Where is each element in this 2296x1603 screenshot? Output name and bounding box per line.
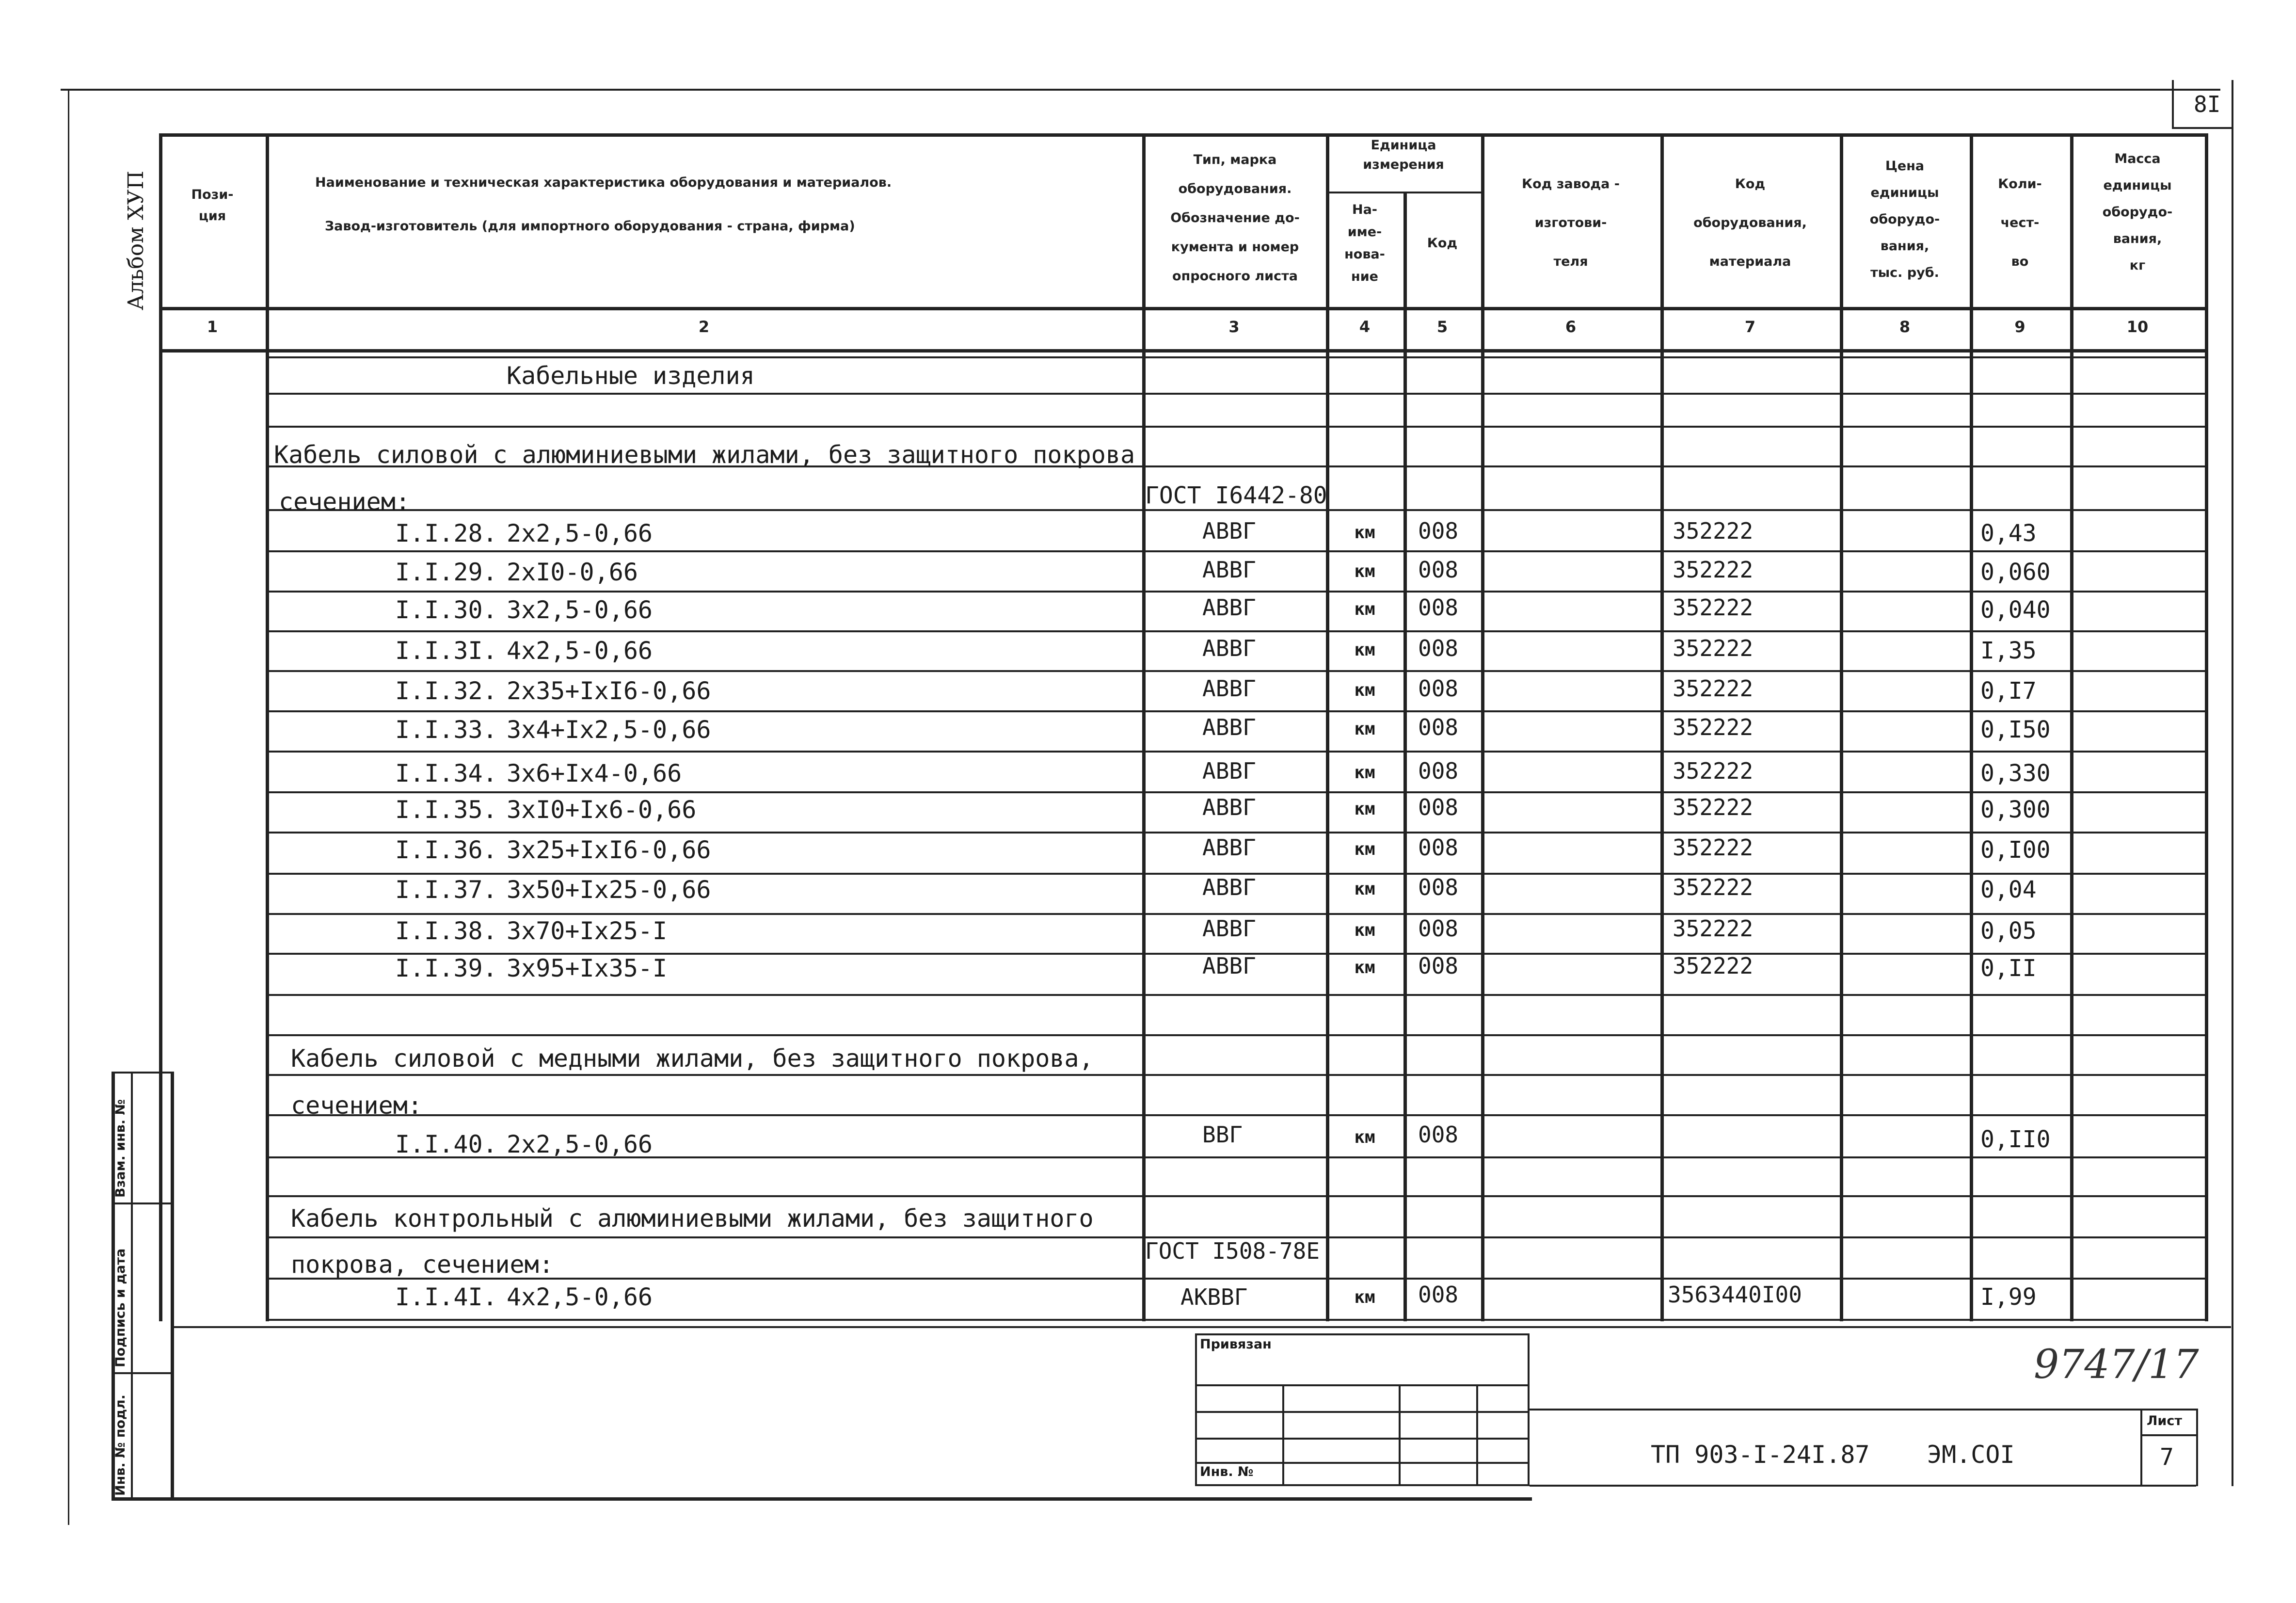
row-spec: 3х6+Iх4-0,66 <box>507 759 682 787</box>
colnum-6: 6 <box>1565 318 1577 336</box>
row-unit: км <box>1354 920 1375 940</box>
row-unit: км <box>1354 1287 1375 1307</box>
row-line <box>266 710 2205 712</box>
row-line <box>266 1195 2205 1197</box>
colnum-1: 1 <box>207 318 218 336</box>
row-line <box>266 1114 2205 1116</box>
table-top-border <box>159 133 2205 137</box>
group1-title: Кабель силовой с алюминиевыми жилами, без защитного покрова <box>274 441 1135 469</box>
header-bottom-border <box>159 307 2205 310</box>
header-unit-group: Единица измерения <box>1363 138 1444 172</box>
handwritten-number: 9747/17 <box>2034 1342 2199 1388</box>
row-line <box>266 591 2205 593</box>
doc-suffix: ЭМ.СОI <box>1927 1441 2015 1469</box>
linked-label: Привязан <box>1200 1337 1272 1352</box>
corner-bottom <box>2172 127 2232 129</box>
row-spec: 3х4+Iх2,5-0,66 <box>507 716 711 744</box>
colnum-bottom-border <box>159 349 2205 353</box>
row-equipment-code: 3563440I00 <box>1668 1282 1802 1308</box>
stamp-doc-bottom <box>1530 1485 2196 1487</box>
row-position: I.I.3I. <box>395 637 497 665</box>
colnum-8: 8 <box>1899 318 1911 336</box>
linked-line2 <box>1195 1411 1530 1413</box>
row-line <box>266 994 2205 996</box>
row-unit-code: 008 <box>1418 915 1459 942</box>
row-quantity: 0,I00 <box>1980 836 2051 864</box>
col-sep-4 <box>1403 192 1407 1321</box>
row-spec: 4х2,5-0,66 <box>507 637 653 665</box>
row-line <box>266 1034 2205 1036</box>
row-position: I.I.4I. <box>395 1283 497 1311</box>
col-sep-7 <box>1840 133 1843 1321</box>
row-quantity: 0,040 <box>1980 596 2051 624</box>
group1-standard: ГОСТ I6442-80 <box>1145 482 1327 509</box>
row-position: I.I.30. <box>395 596 497 624</box>
row-spec: 4х2,5-0,66 <box>507 1283 653 1311</box>
row-position: I.I.28. <box>395 519 497 547</box>
sheet-number-corner: 8I <box>2194 91 2221 117</box>
row-unit: км <box>1354 799 1375 819</box>
outer-right-line <box>2232 80 2233 1486</box>
row-type: АВВГ <box>1202 953 1256 979</box>
colnum-9: 9 <box>2014 318 2025 336</box>
row-quantity: 0,060 <box>1980 559 2051 586</box>
row-unit-code: 008 <box>1418 834 1459 861</box>
row-equipment-code: 352222 <box>1673 557 1754 583</box>
row-unit: км <box>1354 719 1375 739</box>
colnum-5: 5 <box>1436 318 1448 336</box>
row-type: АВВГ <box>1202 518 1256 544</box>
row-position: I.I.40. <box>395 1130 497 1158</box>
row-unit: км <box>1354 523 1375 543</box>
linked-col3 <box>1476 1384 1478 1486</box>
side-orig-inv: Инв. № подл. <box>113 1395 128 1496</box>
row-equipment-code: 352222 <box>1673 874 1754 900</box>
header-unit-code: Код <box>1427 236 1458 251</box>
row-unit-code: 008 <box>1418 518 1459 544</box>
row-line <box>266 550 2205 552</box>
row-line <box>266 1074 2205 1076</box>
colnum-2: 2 <box>698 318 710 336</box>
row-equipment-code: 352222 <box>1673 635 1754 661</box>
margin-line <box>68 90 69 1525</box>
group1-subtitle: сечением: <box>279 488 410 516</box>
colnum-10: 10 <box>2126 318 2149 336</box>
row-spec: 3х95+Iх35-I <box>507 954 668 982</box>
row-line <box>266 630 2205 632</box>
group3-subtitle: покрова, сечением: <box>291 1250 554 1279</box>
side-stamp-div2 <box>112 1372 171 1374</box>
linked-col1 <box>1282 1384 1284 1486</box>
row-spec: 3х2,5-0,66 <box>507 596 653 624</box>
side-replace-inv: Взам. инв. № <box>113 1099 128 1198</box>
row-type: АВВГ <box>1202 794 1256 820</box>
header-type: Тип, марка оборудования. Обозначение до- кумента и номер опросного листа <box>1170 152 1300 284</box>
row-equipment-code: 352222 <box>1673 953 1754 979</box>
row-equipment-code: 352222 <box>1673 915 1754 942</box>
row-unit-code: 008 <box>1418 794 1459 820</box>
row-quantity: 0,300 <box>1980 796 2051 823</box>
col-sep-2 <box>1142 133 1146 1321</box>
row-quantity: 0,05 <box>1980 917 2037 945</box>
header-position: Пози- ция <box>191 187 234 224</box>
row-position: I.I.39. <box>395 954 497 982</box>
row-type: АВВГ <box>1202 874 1256 900</box>
row-unit: км <box>1354 763 1375 783</box>
stamp-top-line <box>171 1326 2231 1328</box>
doc-code: ТП 903-I-24I.87 <box>1651 1441 1870 1469</box>
row-quantity: 0,I7 <box>1980 677 2037 705</box>
linked-line3 <box>1195 1438 1530 1440</box>
stamp-left-line <box>171 1072 174 1498</box>
row-position: I.I.33. <box>395 716 497 744</box>
header-name-line1: Наименование и техническая характеристика оборудования и материалов. <box>315 175 892 190</box>
sheet-value: 7 <box>2160 1443 2174 1471</box>
group2-title: Кабель силовой с медными жилами, без защитного покрова, <box>291 1044 1094 1073</box>
row-position: I.I.35. <box>395 796 497 824</box>
row-spec: 2х35+IхI6-0,66 <box>507 677 711 705</box>
colnum-3: 3 <box>1228 318 1240 336</box>
row-equipment-code: 352222 <box>1673 518 1754 544</box>
row-unit-code: 008 <box>1418 874 1459 900</box>
row-quantity: I,99 <box>1980 1283 2037 1311</box>
header-unit-name: На- име- нова- ние <box>1344 202 1385 284</box>
row-quantity: 0,43 <box>1980 520 2037 547</box>
row-line <box>266 1278 2205 1280</box>
col-sep-8 <box>1970 133 1973 1321</box>
header-quantity: Коли- чест- во <box>1998 176 2042 269</box>
row-type: АВВГ <box>1202 675 1256 702</box>
stamp-right <box>2196 1409 2198 1486</box>
row-spec: 3х70+Iх25-I <box>507 917 668 945</box>
row-type: АКВВГ <box>1180 1284 1248 1310</box>
row-line <box>266 393 2205 395</box>
row-spec: 3хI0+Iх6-0,66 <box>507 796 697 824</box>
row-unit: км <box>1354 561 1375 581</box>
row-unit-code: 008 <box>1418 714 1459 740</box>
row-spec: 3х25+IхI6-0,66 <box>507 836 711 864</box>
row-type: АВВГ <box>1202 557 1256 583</box>
album-label: Альбом ХУП <box>124 171 148 310</box>
sheet-label: Лист <box>2147 1413 2182 1428</box>
row-spec: 2х2,5-0,66 <box>507 1130 653 1158</box>
row-unit-code: 008 <box>1418 635 1459 661</box>
row-equipment-code: 352222 <box>1673 714 1754 740</box>
colnum-7: 7 <box>1744 318 1756 336</box>
row-quantity: 0,330 <box>1980 760 2051 787</box>
row-line <box>266 1319 2205 1321</box>
table-left-border <box>159 133 162 1321</box>
header-factory-code: Код завода - изготови- теля <box>1522 176 1620 269</box>
inv-label: Инв. № <box>1200 1464 1254 1479</box>
row-unit: км <box>1354 1127 1375 1147</box>
row-position: I.I.32. <box>395 677 497 705</box>
corner-divider <box>2172 80 2174 128</box>
row-equipment-code: 352222 <box>1673 675 1754 702</box>
table-right-border <box>2205 133 2208 1321</box>
side-sign-date: Подпись и дата <box>113 1248 128 1367</box>
row-spec: 3х50+Iх25-0,66 <box>507 876 711 904</box>
row-line <box>266 670 2205 672</box>
row-equipment-code: 352222 <box>1673 758 1754 784</box>
row-type: АВВГ <box>1202 915 1256 942</box>
col-sep-9 <box>2070 133 2073 1321</box>
col-sep-5 <box>1481 133 1484 1321</box>
group3-standard: ГОСТ I508-78Е <box>1145 1238 1320 1264</box>
row-quantity: 0,II <box>1980 955 2037 982</box>
side-stamp-inner <box>131 1072 133 1498</box>
row-equipment-code: 352222 <box>1673 594 1754 621</box>
col-sep-1 <box>266 133 269 1321</box>
stamp-doc-top <box>1530 1409 2196 1411</box>
row-unit-code: 008 <box>1418 1282 1459 1308</box>
row-spec: 2хI0-0,66 <box>507 558 638 586</box>
row-position: I.I.34. <box>395 759 497 787</box>
row-line <box>266 426 2205 428</box>
side-stamp-top <box>112 1072 171 1074</box>
row-type: АВВГ <box>1202 594 1256 621</box>
col-sep-6 <box>1660 133 1664 1321</box>
row-position: I.I.38. <box>395 917 497 945</box>
row-unit: км <box>1354 599 1375 619</box>
row-position: I.I.36. <box>395 836 497 864</box>
unit-group-line <box>1326 192 1481 193</box>
linked-line1 <box>1195 1384 1530 1386</box>
row-type: АВВГ <box>1202 758 1256 784</box>
stamp-sheet-line <box>2140 1434 2196 1436</box>
row-quantity: 0,04 <box>1980 876 2037 903</box>
stamp-bottom-line <box>112 1497 1532 1501</box>
row-type: ВВГ <box>1202 1122 1243 1148</box>
row-unit-code: 008 <box>1418 557 1459 583</box>
header-name-line2: Завод-изготовитель (для импортного оборудования - страна, фирма) <box>325 219 855 234</box>
row-quantity: 0,I50 <box>1980 716 2051 743</box>
row-unit-code: 008 <box>1418 758 1459 784</box>
header-mass: Масса единицы оборудо- вания, кг <box>2102 151 2173 273</box>
row-unit-code: 008 <box>1418 675 1459 702</box>
stamp-sheet-sep <box>2140 1409 2142 1486</box>
section-title: Кабельные изделия <box>507 362 755 390</box>
row-equipment-code: 352222 <box>1673 794 1754 820</box>
header-equipment-code: Код оборудования, материала <box>1693 176 1807 269</box>
outer-top-line <box>61 89 2220 91</box>
group2-subtitle: сечением: <box>291 1091 422 1120</box>
row-unit-code: 008 <box>1418 594 1459 621</box>
row-line <box>266 356 2205 358</box>
row-unit: км <box>1354 958 1375 978</box>
group3-title: Кабель контрольный с алюминиевыми жилами, без защитного <box>291 1204 1094 1233</box>
row-equipment-code: 352222 <box>1673 834 1754 861</box>
row-position: I.I.37. <box>395 876 497 904</box>
row-unit: км <box>1354 640 1375 660</box>
row-position: I.I.29. <box>395 558 497 586</box>
colnum-4: 4 <box>1359 318 1371 336</box>
header-price: Цена единицы оборудо- вания, тыс. руб. <box>1869 159 1940 280</box>
row-unit-code: 008 <box>1418 953 1459 979</box>
row-type: АВВГ <box>1202 635 1256 661</box>
row-type: АВВГ <box>1202 714 1256 740</box>
row-spec: 2х2,5-0,66 <box>507 519 653 547</box>
row-unit: км <box>1354 680 1375 700</box>
side-stamp-div1 <box>112 1202 171 1204</box>
row-unit-code: 008 <box>1418 1122 1459 1148</box>
linked-line4 <box>1195 1462 1530 1464</box>
row-unit: км <box>1354 879 1375 899</box>
row-quantity: I,35 <box>1980 637 2037 664</box>
row-unit: км <box>1354 839 1375 859</box>
row-line <box>266 751 2205 753</box>
linked-col2 <box>1399 1384 1401 1486</box>
row-quantity: 0,II0 <box>1980 1126 2051 1153</box>
row-type: АВВГ <box>1202 834 1256 861</box>
